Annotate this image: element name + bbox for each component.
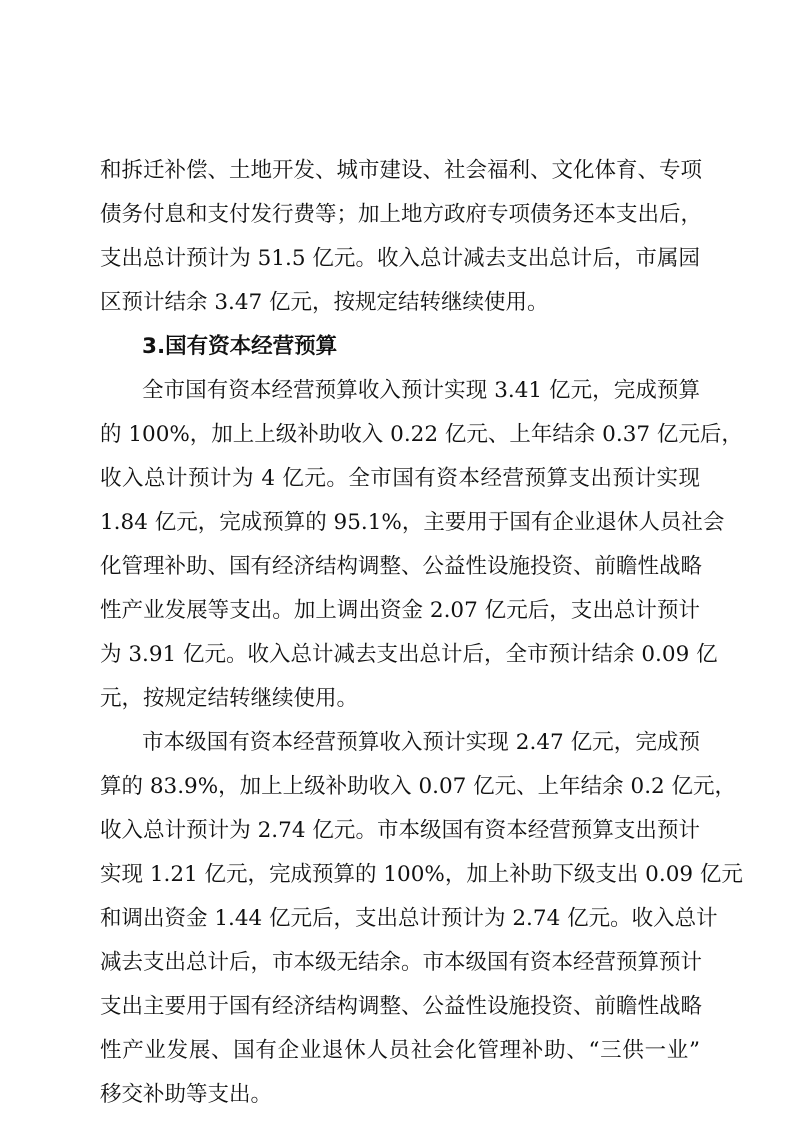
section-heading: 3.国有资本经营预算 xyxy=(142,334,338,359)
paragraph-line: 支出主要用于国有经济结构调整、公益性设施投资、前瞻性战略 xyxy=(100,994,703,1019)
paragraph-line: 为 3.91 亿元。收入总计减去支出总计后，全市预计结余 0.09 亿 xyxy=(100,642,718,667)
paragraph-line: 性产业发展、国有企业退休人员社会化管理补助、“三供一业” xyxy=(100,1038,700,1063)
paragraph-line: 区预计结余 3.47 亿元，按规定结转继续使用。 xyxy=(100,290,549,315)
paragraph-line: 收入总计预计为 2.74 亿元。市本级国有资本经营预算支出预计 xyxy=(100,818,700,843)
paragraph-line: 全市国有资本经营预算收入预计实现 3.41 亿元，完成预算 xyxy=(142,378,700,403)
paragraph-line: 和拆迁补偿、土地开发、城市建设、社会福利、文化体育、专项 xyxy=(100,158,703,183)
paragraph-line: 市本级国有资本经营预算收入预计实现 2.47 亿元，完成预 xyxy=(142,730,700,755)
paragraph-line: 和调出资金 1.44 亿元后，支出总计预计为 2.74 亿元。收入总计 xyxy=(100,906,718,931)
paragraph-line: 的 100%，加上上级补助收入 0.22 亿元、上年结余 0.37 亿元后， xyxy=(100,422,743,447)
paragraph-line: 支出总计预计为 51.5 亿元。收入总计减去支出总计后，市属园 xyxy=(100,246,700,271)
paragraph-line: 债务付息和支付发行费等；加上地方政府专项债务还本支出后， xyxy=(100,202,703,227)
paragraph-line: 移交补助等支出。 xyxy=(100,1082,273,1107)
paragraph-line: 算的 83.9%，加上上级补助收入 0.07 亿元、上年结余 0.2 亿元， xyxy=(100,774,737,799)
paragraph-line: 收入总计预计为 4 亿元。全市国有资本经营预算支出预计实现 xyxy=(100,466,700,491)
paragraph-line: 性产业发展等支出。加上调出资金 2.07 亿元后，支出总计预计 xyxy=(100,598,700,623)
paragraph-line: 实现 1.21 亿元，完成预算的 100%，加上补助下级支出 0.09 亿元 xyxy=(100,862,743,887)
paragraph-line: 化管理补助、国有经济结构调整、公益性设施投资、前瞻性战略 xyxy=(100,554,703,579)
paragraph-line: 1.84 亿元，完成预算的 95.1%，主要用于国有企业退休人员社会 xyxy=(100,510,725,535)
paragraph-line: 元，按规定结转继续使用。 xyxy=(100,686,359,711)
paragraph-line: 减去支出总计后，市本级无结余。市本级国有资本经营预算预计 xyxy=(100,950,703,975)
